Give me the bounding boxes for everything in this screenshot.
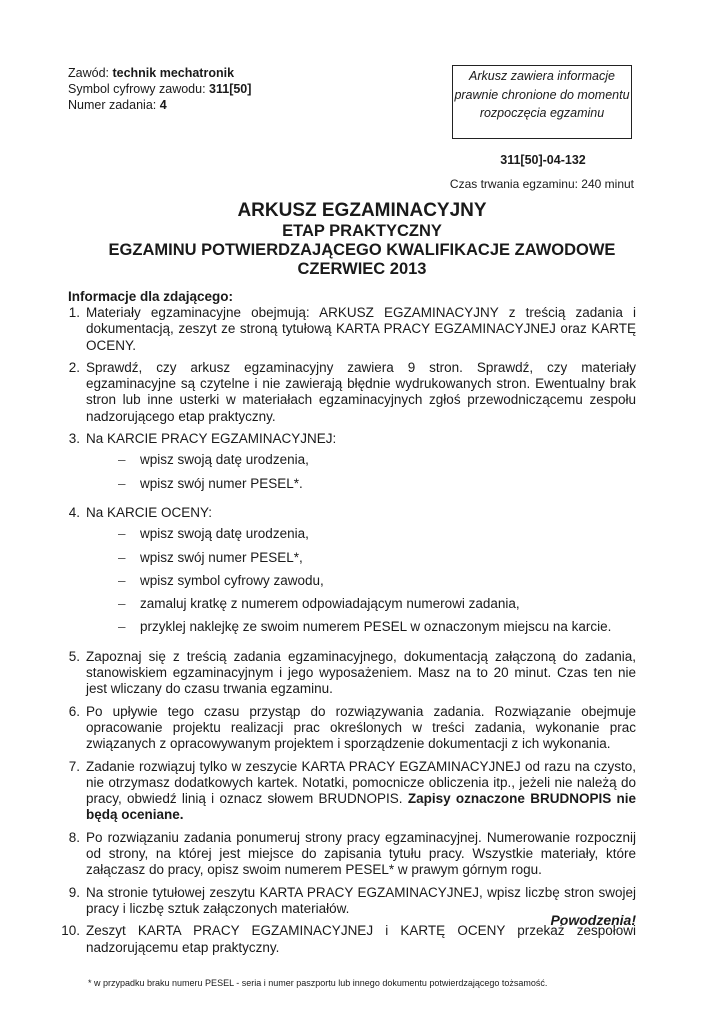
dash-bullet: – xyxy=(118,475,126,491)
item-number: 8. xyxy=(68,829,80,845)
item-text: Na stronie tytułowej zeszytu KARTA PRACY EGZAMINACYJNEJ, wpisz liczbę stron swojej pracy i liczbę sztuk załączonych materiałów. xyxy=(86,884,636,916)
footnote: * w przypadku braku numeru PESEL - seria i numer paszportu lub innego dokumentu potwierdzającego tożsamość. xyxy=(88,978,548,988)
item-text: Materiały egzaminacyjne obejmują: ARKUSZ EGZAMINACYJNY z treścią zadania i dokumentacją, zeszyt ze stroną tytułową KARTA PRACY EGZAMINACYJNEJ oraz KARTĘ OCENY. xyxy=(86,305,636,353)
instructions-list xyxy=(58,305,636,962)
exam-code: 311[50]-04-132 xyxy=(500,153,586,167)
list-item xyxy=(58,360,636,425)
item-number: 1. xyxy=(68,305,80,320)
item-text: Po rozwiązaniu zadania ponumeruj strony pracy egzaminacyjnej. Numerowanie rozpocznij od strony, na której jest miejsce do zapisania tytułu pracy. Wszystkie materiały, które załączasz do pracy, opisz swoim numerem PESEL* w prawym górnym rogu. xyxy=(86,829,636,878)
subtitle-stage: ETAP PRAKTYCZNY xyxy=(282,222,442,240)
list-item xyxy=(58,885,636,918)
list-item xyxy=(58,649,636,698)
sub-item xyxy=(118,476,636,492)
list-item xyxy=(58,830,636,879)
exam-duration: Czas trwania egzaminu: 240 minut xyxy=(449,177,634,191)
item-text: Zadanie rozwiązuj tylko w zeszycie KARTA PRACY EGZAMINACYJNEJ od razu na czysto, nie otrzymasz dodatkowych kartek. Notatki, pomocnicze obliczenia itp., jeżeli nie należą do pracy, obwiedź linią i oznacz słowem BRUDNOPIS. xyxy=(86,758,636,807)
item-text: Zeszyt KARTA PRACY EGZAMINACYJNEJ i KARTĘ OCENY przekaż zespołowi nadzorującemu etap praktyczny. xyxy=(86,923,636,955)
sub-item xyxy=(118,596,636,612)
item-number: 10. xyxy=(61,923,80,939)
item-number: 5. xyxy=(68,648,80,664)
closing-wish: Powodzenia! xyxy=(550,912,636,928)
item-number: 3. xyxy=(68,431,80,447)
sub-item-text: przyklej naklejkę ze swoim numerem PESEL w oznaczonym miejscu na karcie. xyxy=(140,619,612,635)
sub-item xyxy=(118,550,636,566)
title-block xyxy=(0,200,724,279)
sub-item xyxy=(118,526,636,542)
symbol-line: Symbol cyfrowy zawodu: 311[50] xyxy=(68,82,252,96)
item-text-block xyxy=(86,305,636,354)
item-text-block xyxy=(86,649,636,698)
dash-bullet: – xyxy=(118,549,126,565)
item-bold-text: Zapisy oznaczone BRUDNOPIS nie będą oceniane. xyxy=(86,791,637,823)
item-text-block xyxy=(86,431,636,499)
sub-item xyxy=(118,619,636,635)
item-number: 9. xyxy=(68,884,80,900)
dash-bullet: – xyxy=(118,596,126,612)
subtitle-date: CZERWIEC 2013 xyxy=(297,260,427,278)
item-text: Zapoznaj się z treścią zadania egzaminacyjnego, dokumentacją załączoną do zadania, stanowiskiem egzaminacyjnym i jego wyposażeniem. Masz na to 20 minut. Czas ten nie jest wliczany do czasu trwania egzaminu. xyxy=(86,648,636,697)
item-text-block xyxy=(86,505,636,643)
main-title: ARKUSZ EGZAMINACYJNY xyxy=(237,200,487,221)
dash-bullet: – xyxy=(118,452,126,468)
sub-item-text: zamaluj kratkę z numerem odpowiadającym numerowi zadania, xyxy=(140,596,520,612)
info-heading: Informacje dla zdającego: xyxy=(68,289,234,304)
dash-bullet: – xyxy=(118,572,126,588)
sub-item-text: wpisz swoją datę urodzenia, xyxy=(140,452,309,468)
list-item xyxy=(58,704,636,753)
sub-item-text: wpisz swój numer PESEL*, xyxy=(140,549,303,565)
sub-item xyxy=(118,573,636,589)
list-item xyxy=(58,431,636,499)
exam-meta xyxy=(68,65,251,113)
item-number: 6. xyxy=(68,703,80,719)
sub-item xyxy=(118,452,636,468)
dash-bullet: – xyxy=(118,619,126,635)
profession-value: technik mechatronik xyxy=(112,66,235,80)
symbol-value: 311[50] xyxy=(209,82,252,96)
list-item xyxy=(58,923,636,956)
item-text-block xyxy=(86,830,636,879)
sub-item-text: wpisz symbol cyfrowy zawodu, xyxy=(140,572,324,588)
list-item xyxy=(58,305,636,354)
item-text-block xyxy=(86,704,636,753)
list-item xyxy=(58,505,636,643)
sub-item-text: wpisz swój numer PESEL*. xyxy=(140,475,303,491)
item-text: Sprawdź, czy arkusz egzaminacyjny zawiera 9 stron. Sprawdź, czy materiały egzaminacyjne są czytelne i nie zawierają błędnie wydrukowanych stron. Ewentualny brak stron lub inne usterki w materiałach egzaminacyjnych zgłoś przewodniczącemu zespołu nadzorującego etap praktyczny. xyxy=(86,359,636,424)
item-text-block xyxy=(86,923,636,956)
item-text: Na KARCIE OCENY: xyxy=(86,504,213,520)
task-line: Numer zadania: 4 xyxy=(68,98,167,112)
profession-line: Zawód: technik mechatronik xyxy=(68,66,235,80)
item-text: Po upływie tego czasu przystąp do rozwiązywania zadania. Rozwiązanie obejmuje opracowanie projektu realizacji prac określonych w treści zadania, wykonanie prac związanych z opracowywanym projektem i sporządzenie dokumentacji z ich wykonania. xyxy=(86,703,636,752)
item-number: 7. xyxy=(68,758,80,774)
item-text-block xyxy=(86,759,636,824)
item-number: 2. xyxy=(68,359,80,375)
item-number: 4. xyxy=(68,504,80,520)
task-value: 4 xyxy=(159,98,167,112)
list-item xyxy=(58,759,636,824)
dash-bullet: – xyxy=(118,526,126,542)
item-text: Na KARCIE PRACY EGZAMINACYJNEJ: xyxy=(86,431,337,447)
subtitle-exam: EGZAMINU POTWIERDZAJĄCEGO KWALIFIKACJE ZAWODOWE xyxy=(108,241,616,259)
legal-notice-box: Arkusz zawiera informacje prawnie chronione do momentu rozpoczęcia egzaminu xyxy=(452,65,632,139)
sub-item-text: wpisz swoją datę urodzenia, xyxy=(140,526,309,542)
item-text-block xyxy=(86,360,636,425)
